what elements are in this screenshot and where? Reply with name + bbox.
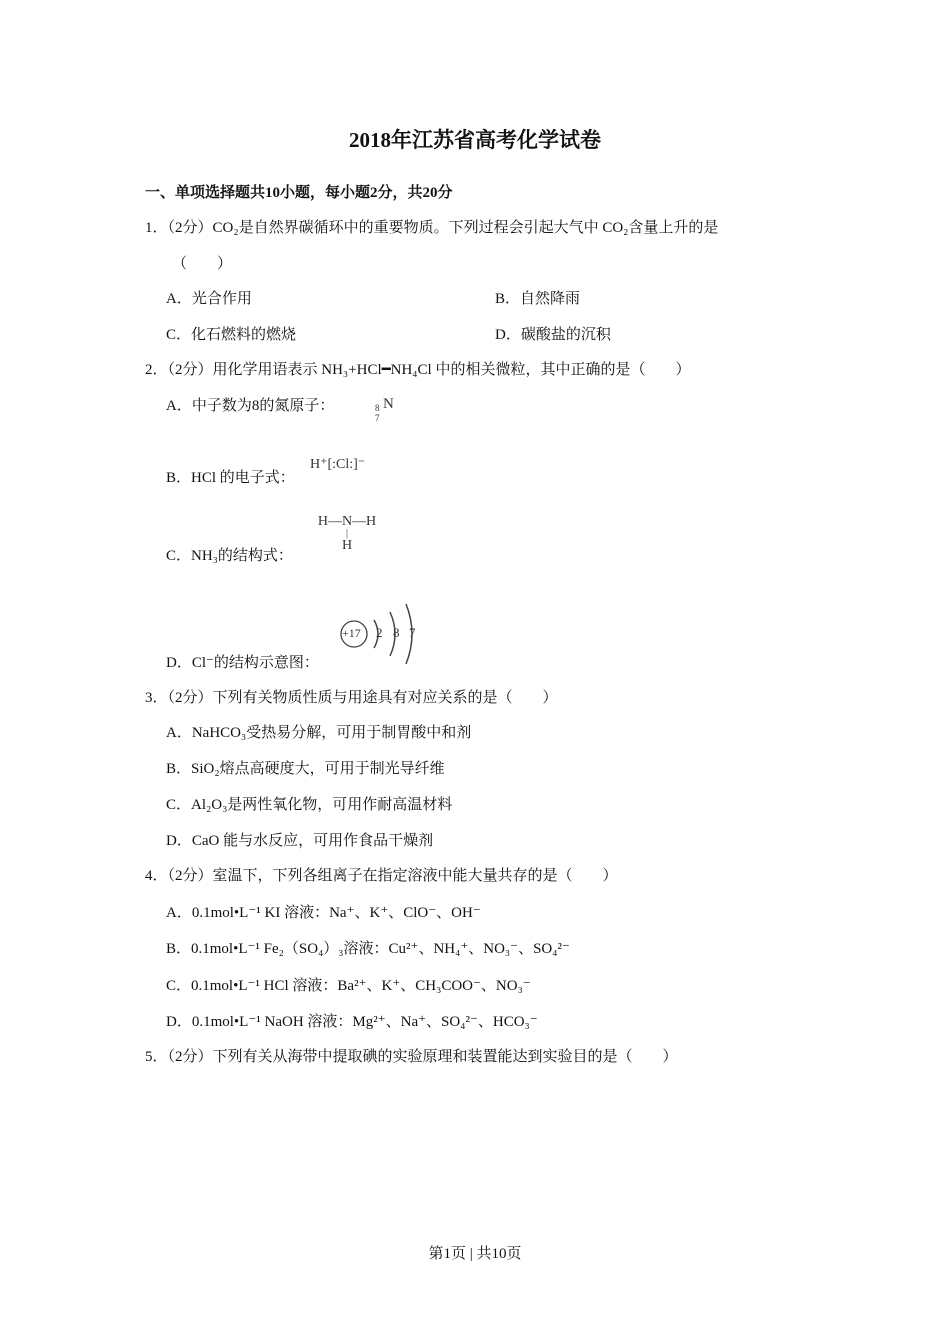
shell-2-count: 8 bbox=[393, 625, 400, 640]
nitrogen-isotope-figure bbox=[375, 396, 405, 432]
q3-option-d: D．CaO 能与水反应，可用作食品干燥剂 bbox=[166, 833, 434, 849]
q4-option-d: D．0.1mol•L⁻¹ NaOH 溶液：Mg²⁺、Na⁺、SO₄²⁻、HCO₃⁻ bbox=[166, 1014, 538, 1030]
q3-option-a: A．NaHCO₃受热易分解，可用于制胃酸中和剂 bbox=[166, 725, 472, 741]
question-1-stem: 1．（2分）CO₂是自然界碳循环中的重要物质。下列过程会引起大气中 CO₂含量上升的是 bbox=[145, 220, 719, 236]
structure-top-row: H—N—H bbox=[317, 514, 377, 529]
q2-option-c: C．NH₃的结构式： bbox=[166, 548, 293, 564]
chloride-ion-structure-diagram bbox=[338, 598, 423, 668]
hcl-electron-formula: H⁺[:Cl:]⁻ bbox=[310, 457, 366, 472]
q4-option-a: A．0.1mol•L⁻¹ KI 溶液：Na⁺、K⁺、ClO⁻、OH⁻ bbox=[166, 905, 481, 921]
mass-number: 8 bbox=[375, 403, 380, 413]
nucleus-charge: +17 bbox=[342, 626, 361, 640]
bond-vertical: | bbox=[345, 528, 348, 539]
shell-1-count: 2 bbox=[376, 625, 383, 640]
question-3-stem: 3．（2分）下列有关物质性质与用途具有对应关系的是（ ） bbox=[145, 690, 558, 706]
atomic-number: 7 bbox=[375, 413, 380, 423]
page-footer: 第1页 | 共10页 bbox=[428, 1246, 522, 1262]
q3-option-b: B．SiO₂熔点高硬度大，可用于制光导纤维 bbox=[166, 761, 445, 777]
question-2-stem: 2．（2分）用化学用语表示 NH₃+HCl━NH₄Cl 中的相关微粒，其中正确的是（ ） bbox=[145, 362, 691, 378]
shell-3-count: 7 bbox=[409, 625, 416, 640]
q2-option-b: B．HCl 的电子式： bbox=[166, 470, 295, 486]
q1-option-d: D．碳酸盐的沉积 bbox=[495, 327, 611, 343]
section-heading: 一、单项选择题共10小题，每小题2分，共20分 bbox=[145, 185, 453, 201]
q1-option-a: A．光合作用 bbox=[166, 291, 252, 307]
q2-option-d: D．Cl⁻的结构示意图： bbox=[166, 655, 319, 671]
nh3-structure-figure bbox=[312, 514, 382, 554]
q4-option-b: B．0.1mol•L⁻¹ Fe₂（SO₄）₃溶液：Cu²⁺、NH₄⁺、NO₃⁻、SO₄²⁻ bbox=[166, 941, 570, 957]
question-1-paren: （ ） bbox=[172, 256, 233, 272]
q1-option-b: B．自然降雨 bbox=[495, 291, 581, 307]
page-title: 2018年江苏省高考化学试卷 bbox=[349, 128, 601, 152]
structure-bottom-row: H bbox=[341, 538, 353, 553]
question-5-stem: 5．（2分）下列有关从海带中提取碘的实验原理和装置能达到实验目的是（ ） bbox=[145, 1049, 678, 1065]
question-4-stem: 4．（2分）室温下，下列各组离子在指定溶液中能大量共存的是（ ） bbox=[145, 868, 618, 884]
element-symbol: N bbox=[383, 396, 394, 412]
q2-option-a: A．中子数为8的氮原子： bbox=[166, 398, 335, 414]
q4-option-c: C．0.1mol•L⁻¹ HCl 溶液：Ba²⁺、K⁺、CH₃COO⁻、NO₃⁻ bbox=[166, 978, 531, 994]
q1-option-c: C．化石燃料的燃烧 bbox=[166, 327, 297, 343]
q3-option-c: C．Al₂O₃是两性氧化物，可用作耐高温材料 bbox=[166, 797, 453, 813]
